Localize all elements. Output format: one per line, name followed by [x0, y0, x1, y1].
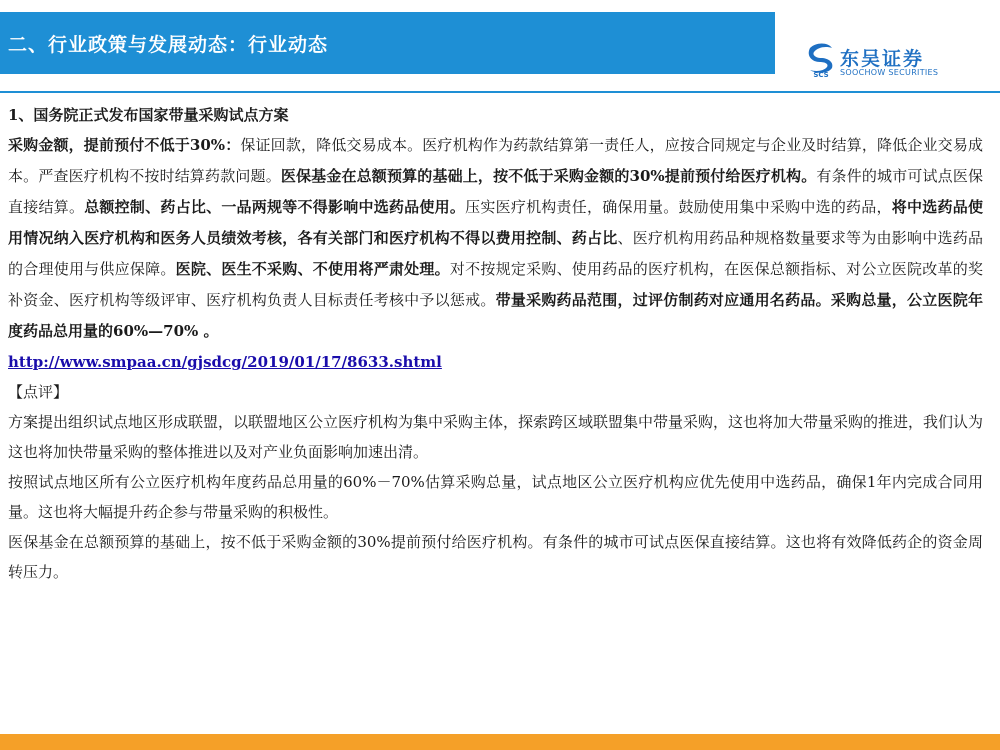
body-bold-segment: 采购金额，提前预付不低于30%：	[8, 136, 241, 154]
source-link[interactable]: http://www.smpaa.cn/gjsdcg/2019/01/17/8633.shtml	[8, 353, 442, 371]
comment-paragraph: 按照试点地区所有公立医疗机构年度药品总用量的60%－70%估算采购总量，试点地区公立医疗机构应优先使用中选药品，确保1年内完成合同用量。这也将大幅提升药企参与带量采购的积极性。	[8, 473, 983, 521]
page-title: 二、行业政策与发展动态：行业动态	[8, 34, 329, 56]
comment-heading: 【点评】	[8, 383, 69, 401]
body-bold-segment: 医院、医生不采购、不使用将严肃处理。	[175, 260, 450, 278]
body-bold-segment: 总额控制、药占比、一品两规等不得影响中选药品使用。	[84, 198, 466, 216]
body-text-segment: 对不按规定采购、使用药品的医疗机构，在医保总额指标、对公立医院改革的奖补资金、医疗机构等级评审、医疗机构负责人目标责任考核中予以惩戒。	[8, 260, 983, 309]
body-text-segment: 有条件的城市可试点医保直接结算。	[8, 167, 983, 216]
company-logo	[806, 42, 966, 82]
body-bold-segment: 带量采购药品范围，过评仿制药对应通用名药品。采购总量，公立医院年度药品总用量的60%—70% 。	[8, 291, 983, 340]
article-content	[8, 100, 983, 587]
body-text-segment: 、医疗机构用药品种规格数量要求等为由影响中选药品的合理使用与供应保障。	[8, 229, 983, 278]
logo-en-name: SOOCHOW SECURITIES	[840, 68, 939, 77]
header-divider	[0, 91, 1000, 93]
comment-paragraph: 医保基金在总额预算的基础上，按不低于采购金额的30%提前预付给医疗机构。有条件的城市可试点医保直接结算。这也将有效降低药企的资金周转压力。	[8, 533, 983, 581]
footer-bar	[0, 734, 1000, 750]
logo-mark-text: SCS	[813, 71, 829, 78]
logo-cn-name: 东吴证券	[840, 48, 925, 70]
body-text-segment: 保证回款，降低交易成本。医疗机构作为药款结算第一责任人，应按合同规定与企业及时结算，降低企业交易成本。严查医疗机构不按时结算药款问题。	[8, 136, 983, 185]
body-bold-segment: 医保基金在总额预算的基础上，按不低于采购金额的30%提前预付给医疗机构。	[280, 167, 817, 185]
body-bold-segment: 将中选药品使用情况纳入医疗机构和医务人员绩效考核，各有关部门和医疗机构不得以费用控制、药占比	[8, 198, 983, 247]
comment-paragraph: 方案提出组织试点地区形成联盟，以联盟地区公立医疗机构为集中采购主体，探索跨区域联盟集中带量采购，这也将加大带量采购的推进，我们认为这也将加快带量采购的整体推进以及对产业负面影响加速出清。	[8, 413, 984, 461]
article-body	[8, 130, 983, 347]
soochow-logo-icon	[806, 42, 836, 78]
body-text-segment: 压实医疗机构责任，确保用量。鼓励使用集中采购中选的药品，	[465, 198, 892, 216]
article-title: 1、国务院正式发布国家带量采购试点方案	[8, 106, 289, 124]
